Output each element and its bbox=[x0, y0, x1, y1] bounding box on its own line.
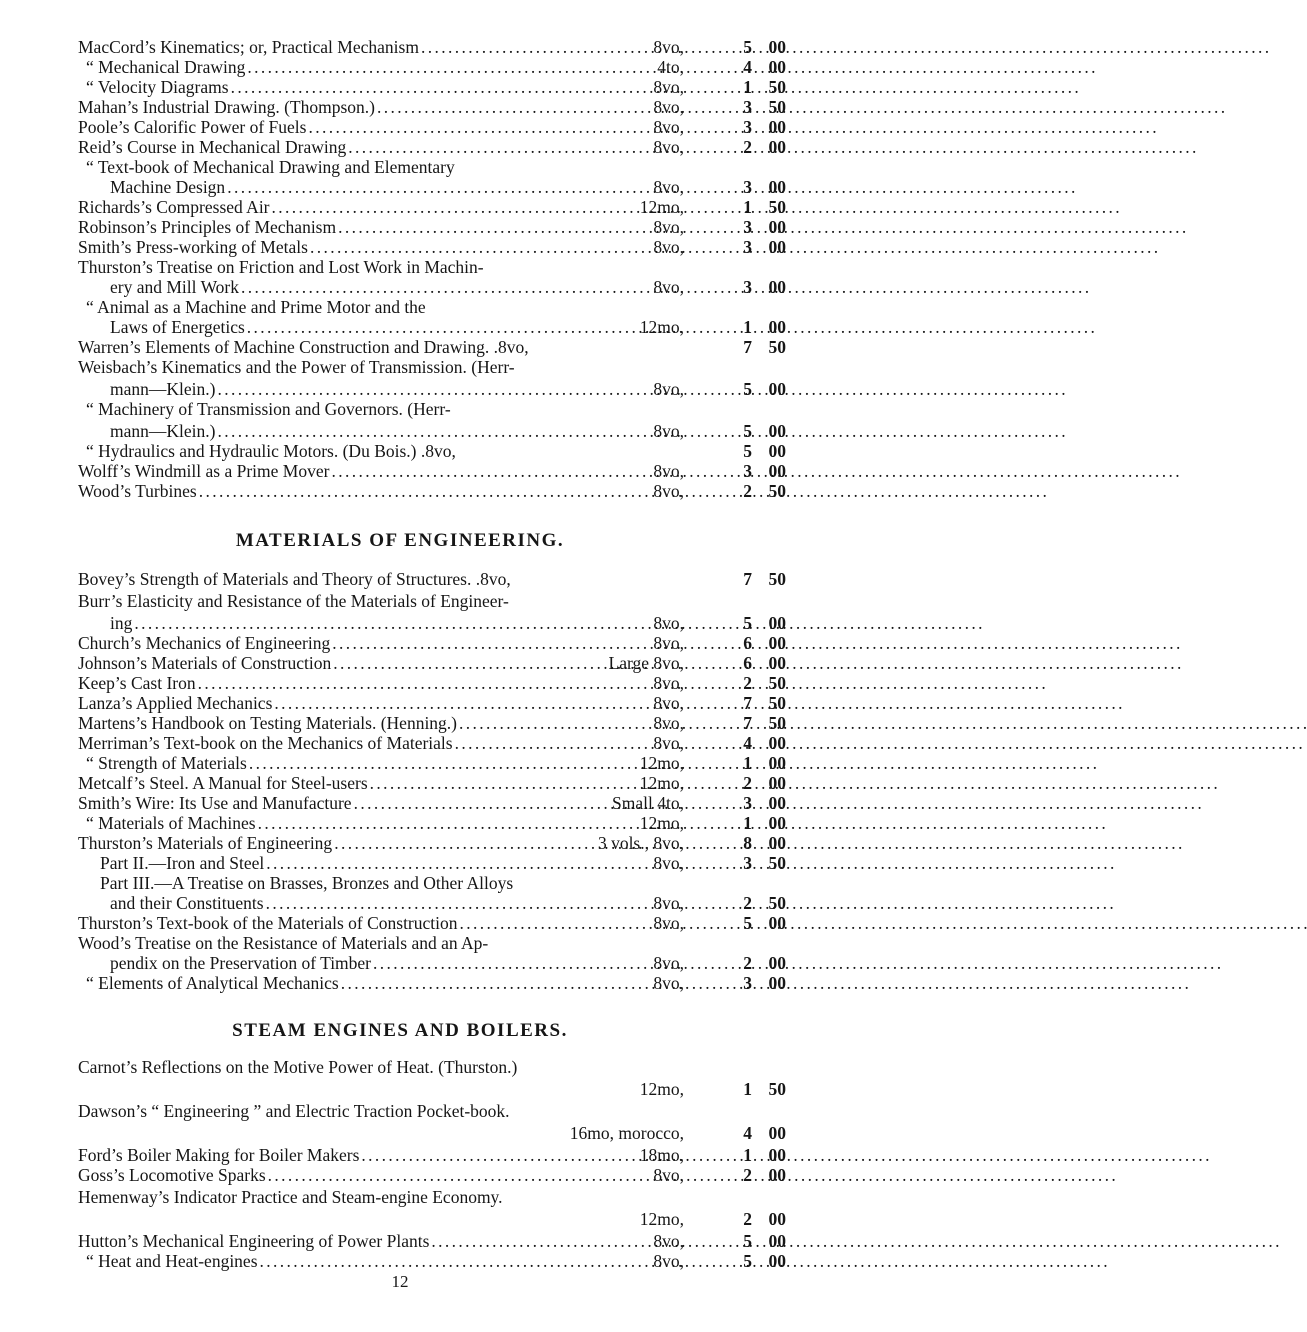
catalog-entry: Bovey’s Strength of Materials and Theory of Structures. .8vo, 7 50 bbox=[78, 569, 786, 589]
catalog-entry: “ Materials of Machines . . . 12mo, 1 00 bbox=[86, 812, 786, 834]
catalog-entry: Wolff’s Windmill as a Prime Mover . . . 8vo, 3 00 bbox=[78, 460, 786, 482]
catalog-entry: Reid’s Course in Mechanical Drawing . . . 8vo, 2 00 bbox=[78, 136, 786, 158]
catalog-entry-continued: Thurston’s Treatise on Friction and Lost Work in Machin- bbox=[78, 257, 484, 277]
catalog-entry: Goss’s Locomotive Sparks . . . 8vo, 2 00 bbox=[78, 1164, 786, 1186]
catalog-entry-continued: “ Animal as a Machine and Prime Motor and the bbox=[86, 297, 426, 317]
catalog-entry-continued: Wood’s Treatise on the Resistance of Materials and an Ap- bbox=[78, 933, 489, 953]
catalog-entry: “ Heat and Heat-engines . . . 8vo, 5 00 bbox=[86, 1250, 786, 1272]
catalog-entry-continued: Carnot’s Reflections on the Motive Power of Heat. (Thurston.) bbox=[78, 1057, 518, 1077]
catalog-entry: Warren’s Elements of Machine Construction and Drawing. .8vo, 7 50 bbox=[78, 337, 786, 357]
catalog-entry: Martens’s Handbook on Testing Materials. (Henning.) . . . 8vo, 7 50 bbox=[78, 712, 786, 734]
catalog-entry-continued: “ Machinery of Transmission and Governors. (Herr- bbox=[86, 399, 451, 419]
catalog-entry: Laws of Energetics . . . 12mo, 1 00 bbox=[110, 316, 786, 338]
catalog-entry: Part II.—Iron and Steel . . . 8vo, 3 50 bbox=[100, 852, 786, 874]
catalog-entry: Johnson’s Materials of Construction . . . Large 8vo, 6 00 bbox=[78, 652, 786, 674]
catalog-entry: mann—Klein.) . . . 8vo, 5 00 bbox=[110, 420, 786, 442]
catalog-entry-continued: “ Text-book of Mechanical Drawing and Elementary bbox=[86, 157, 455, 177]
catalog-entry: Smith’s Wire: Its Use and Manufacture . . . Small 4to, 3 00 bbox=[78, 792, 786, 814]
catalog-entry-continued: Burr’s Elasticity and Resistance of the Materials of Engineer- bbox=[78, 591, 509, 611]
catalog-entry: “ Strength of Materials . . . 12mo, 1 00 bbox=[86, 752, 786, 774]
section-heading-materials: MATERIALS OF ENGINEERING. bbox=[235, 530, 565, 551]
catalog-entry: Church’s Mechanics of Engineering . . . 8vo, 6 00 bbox=[78, 632, 786, 654]
catalog-entry: Richards’s Compressed Air . . . 12mo, 1 50 bbox=[78, 196, 786, 218]
catalog-entry: “ Mechanical Drawing . . . 4to, 4 00 bbox=[86, 56, 786, 78]
catalog-entry: 16mo, morocco, 4 00 bbox=[569, 1123, 786, 1143]
catalog-entry: “ Velocity Diagrams . . . 8vo, 1 50 bbox=[86, 76, 786, 98]
catalog-entry: Robinson’s Principles of Mechanism . . . 8vo, 3 00 bbox=[78, 216, 786, 238]
catalog-entry: Poole’s Calorific Power of Fuels . . . 8vo, 3 00 bbox=[78, 116, 786, 138]
catalog-entry: Merriman’s Text-book on the Mechanics of Materials . . . 8vo, 4 00 bbox=[78, 732, 786, 754]
catalog-entry: Smith’s Press-working of Metals . . . 8vo, 3 00 bbox=[78, 236, 786, 258]
catalog-entry: Thurston’s Materials of Engineering . . . 3 vols., 8vo, 8 00 bbox=[78, 832, 786, 854]
catalog-entry: ery and Mill Work . . . 8vo, 3 00 bbox=[110, 276, 786, 298]
catalog-entry-continued: Dawson’s “ Engineering ” and Electric Traction Pocket-book. bbox=[78, 1101, 510, 1121]
catalog-entry: Hutton’s Mechanical Engineering of Power Plants . . . 8vo, 5 00 bbox=[78, 1230, 786, 1252]
section-heading-steam-engines: STEAM ENGINES AND BOILERS. bbox=[232, 1020, 568, 1041]
catalog-entry-continued: Weisbach’s Kinematics and the Power of Transmission. (Herr- bbox=[78, 357, 515, 377]
catalog-entry-continued: Part III.—A Treatise on Brasses, Bronzes and Other Alloys bbox=[100, 873, 514, 893]
catalog-entry: ing . . . 8vo, 5 00 bbox=[110, 612, 786, 634]
catalog-entry: and their Constituents . . . 8vo, 2 50 bbox=[110, 892, 786, 914]
catalog-entry: Thurston’s Text-book of the Materials of Construction . . . 8vo, 5 00 bbox=[78, 912, 786, 934]
catalog-entry: Machine Design . . . 8vo, 3 00 bbox=[110, 176, 786, 198]
catalog-entry: Ford’s Boiler Making for Boiler Makers . . . 18mo, 1 00 bbox=[78, 1144, 786, 1166]
catalog-entry: “ Elements of Analytical Mechanics . . . 8vo, 3 00 bbox=[86, 972, 786, 994]
catalog-entry: 12mo, 1 50 bbox=[639, 1079, 786, 1099]
catalog-entry: “ Hydraulics and Hydraulic Motors. (Du Bois.) .8vo, 5 00 bbox=[86, 441, 786, 461]
catalog-entry: 12mo, 2 00 bbox=[639, 1209, 786, 1229]
catalog-entry-continued: Hemenway’s Indicator Practice and Steam-engine Economy. bbox=[78, 1187, 503, 1207]
catalog-entry: Wood’s Turbines . . . 8vo, 2 50 bbox=[78, 480, 786, 502]
catalog-entry: Metcalf’s Steel. A Manual for Steel-users . . . 12mo, 2 00 bbox=[78, 772, 786, 794]
catalog-entry: Lanza’s Applied Mechanics . . . 8vo, 7 50 bbox=[78, 692, 786, 714]
catalog-entry: pendix on the Preservation of Timber . . . 8vo, 2 00 bbox=[110, 952, 786, 974]
catalog-entry: mann—Klein.) . . . 8vo, 5 00 bbox=[110, 378, 786, 400]
catalog-entry: Mahan’s Industrial Drawing. (Thompson.) . . . 8vo, 3 50 bbox=[78, 96, 786, 118]
page-number: 12 bbox=[391, 1272, 409, 1291]
catalog-entry: Keep’s Cast Iron . . . 8vo, 2 50 bbox=[78, 672, 786, 694]
catalog-entry: MacCord’s Kinematics; or, Practical Mechanism . . . 8vo, 5 00 bbox=[78, 36, 786, 58]
